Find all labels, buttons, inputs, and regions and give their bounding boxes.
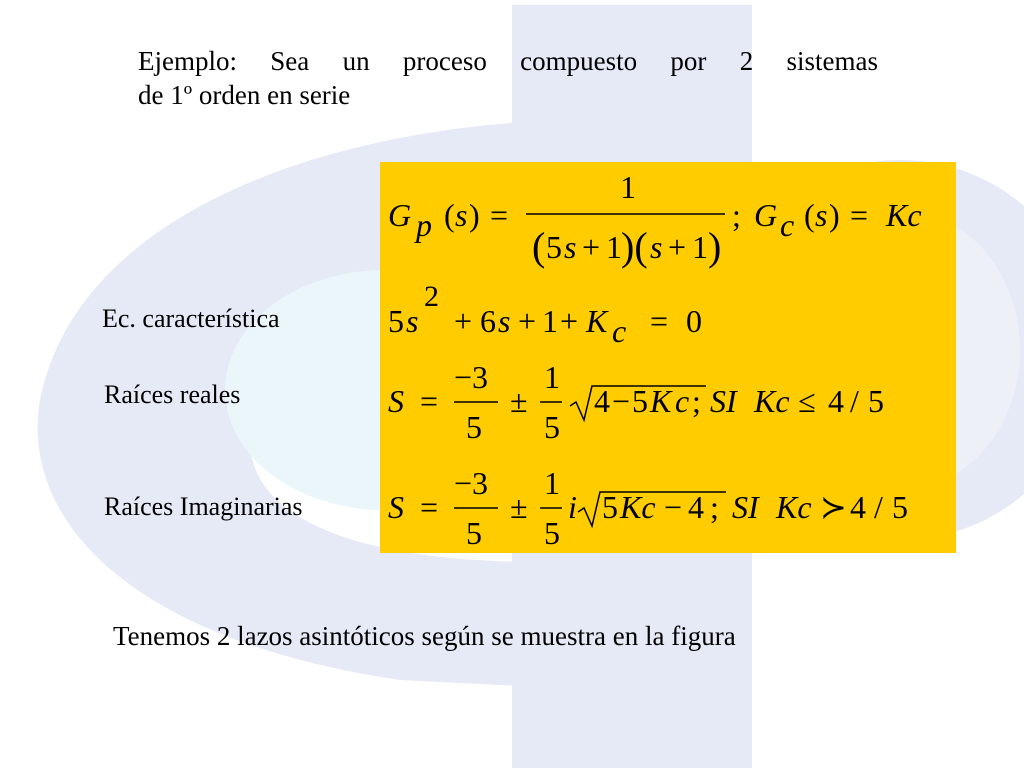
svg-text:+: + [454, 303, 473, 339]
intro-line-1: Ejemplo: Sea un proceso compuesto por 2 sistemas [138, 46, 878, 76]
svg-text:c: c [612, 313, 627, 349]
svg-text:±: ± [510, 383, 528, 419]
svg-text:): ) [469, 197, 480, 233]
svg-text:s: s [406, 303, 419, 339]
svg-text:;: ; [732, 197, 741, 233]
svg-text:i: i [568, 489, 577, 525]
intro-line-2: de 1º orden en serie [138, 80, 351, 110]
svg-text:;: ; [692, 383, 701, 419]
equation-real-roots [388, 359, 884, 445]
svg-text:+: + [518, 303, 537, 339]
svg-text:4: 4 [594, 383, 610, 419]
svg-text:Kc: Kc [754, 383, 790, 419]
svg-text:2: 2 [424, 280, 439, 313]
svg-text:s: s [498, 303, 511, 339]
svg-text:1: 1 [606, 229, 622, 265]
svg-text:S: S [388, 489, 404, 525]
svg-text:=: = [420, 489, 439, 525]
svg-text:+: + [668, 229, 687, 265]
svg-text:)(: )( [621, 224, 648, 269]
svg-text:1: 1 [542, 303, 558, 339]
svg-text:5: 5 [868, 383, 884, 419]
svg-text:5: 5 [466, 515, 482, 551]
svg-text:SI: SI [710, 383, 737, 419]
svg-text:s: s [564, 229, 577, 265]
svg-text:≻: ≻ [820, 489, 847, 525]
intro-text [138, 44, 878, 112]
svg-text:5: 5 [632, 383, 648, 419]
svg-text:K: K [586, 303, 608, 339]
svg-text:/: / [850, 383, 859, 419]
svg-text:G: G [754, 197, 778, 233]
svg-text:1: 1 [544, 465, 560, 501]
svg-text:5: 5 [602, 489, 618, 525]
equation-transfer-functions [388, 169, 922, 269]
footer-text: Tenemos 2 lazos asintóticos según se muestra en la figura [113, 621, 736, 651]
svg-text:1: 1 [620, 169, 636, 205]
svg-text:G: G [388, 197, 412, 233]
svg-text:=: = [850, 197, 869, 233]
svg-text:): ) [829, 197, 840, 233]
svg-text:5: 5 [466, 409, 482, 445]
equations-graphic [380, 162, 956, 553]
svg-text:s: s [650, 229, 663, 265]
svg-text:≤: ≤ [798, 383, 816, 419]
svg-text:(: ( [532, 224, 546, 269]
svg-text:6: 6 [480, 303, 496, 339]
label-characteristic-equation: Ec. característica [102, 304, 280, 333]
svg-text:c: c [780, 207, 795, 243]
svg-text:=: = [420, 383, 439, 419]
svg-text:;: ; [710, 489, 719, 525]
svg-text:−3: −3 [454, 465, 489, 501]
svg-text:1: 1 [544, 359, 560, 395]
label-real-roots: Raíces reales [104, 380, 241, 409]
svg-text:5: 5 [546, 229, 562, 265]
svg-text:5: 5 [544, 409, 560, 445]
svg-text:−: − [612, 383, 631, 419]
equation-box [380, 162, 956, 553]
svg-text:c: c [675, 383, 690, 419]
svg-text:/: / [874, 489, 883, 525]
svg-text:−: − [664, 489, 683, 525]
svg-text:1: 1 [692, 229, 708, 265]
svg-text:5: 5 [544, 515, 560, 551]
svg-text:5: 5 [892, 489, 908, 525]
svg-text:4: 4 [850, 489, 866, 525]
svg-text:(: ( [444, 197, 455, 233]
svg-text:±: ± [510, 489, 528, 525]
svg-text:−3: −3 [454, 359, 489, 395]
svg-text:4: 4 [688, 489, 704, 525]
equation-characteristic [388, 280, 702, 349]
svg-text:Kc: Kc [886, 197, 922, 233]
svg-text:s: s [815, 197, 828, 233]
svg-text:p: p [416, 207, 432, 243]
equation-imaginary-roots [388, 465, 908, 551]
svg-text:4: 4 [828, 383, 844, 419]
svg-text:Kc: Kc [776, 489, 812, 525]
svg-text:=: = [650, 303, 669, 339]
svg-text:SI: SI [732, 489, 759, 525]
svg-text:Kc: Kc [620, 489, 656, 525]
svg-text:K: K [650, 383, 672, 419]
svg-text:S: S [388, 383, 404, 419]
svg-text:0: 0 [686, 303, 702, 339]
svg-text:s: s [455, 197, 468, 233]
svg-text:=: = [490, 197, 509, 233]
svg-text:+: + [582, 229, 601, 265]
label-imaginary-roots: Raíces Imaginarias [104, 492, 303, 521]
svg-text:+: + [560, 303, 579, 339]
svg-text:5: 5 [388, 303, 404, 339]
svg-text:(: ( [804, 197, 815, 233]
svg-text:): ) [708, 224, 722, 269]
